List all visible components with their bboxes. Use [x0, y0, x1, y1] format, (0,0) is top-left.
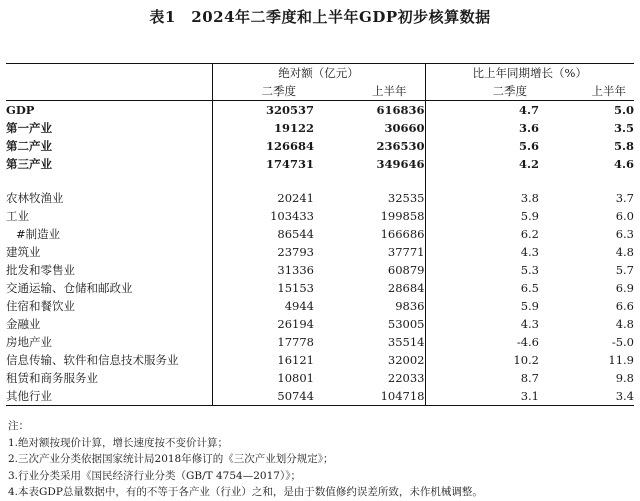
row-label: 交通运输、仓储和邮政业	[6, 279, 212, 297]
h1-absolute-value: 30660	[314, 119, 425, 137]
q2-absolute-value: 320537	[265, 103, 314, 117]
h1-absolute-value: 28684	[314, 279, 425, 297]
row-label: 第三产业	[6, 155, 212, 173]
table-row	[6, 155, 634, 173]
q2-absolute-value: 26194	[277, 317, 314, 331]
notes-heading: 注：	[8, 420, 29, 432]
h1-growth-value: 6.6	[615, 299, 634, 313]
h1-absolute-value: 199858	[314, 207, 425, 225]
spacer-cell	[314, 173, 425, 189]
h1-absolute-value: 32002	[314, 351, 425, 369]
table-row	[6, 243, 634, 261]
h1-absolute-value: 166686	[314, 225, 425, 243]
spacer-row	[6, 173, 634, 189]
row-label: 建筑业	[6, 243, 212, 261]
h1-growth-value: 9.8	[615, 371, 634, 385]
q2-absolute-value: 19122	[273, 121, 314, 135]
header-q2-absolute: 二季度	[212, 82, 314, 101]
table-row	[6, 387, 634, 406]
note-line: 4.本表GDP总量数据中，有的不等于各产业（行业）之和，是由于数值修约误差所致，未作机械调整。	[8, 486, 483, 499]
row-label: #制造业	[6, 225, 212, 243]
h1-growth-value: 6.0	[615, 209, 634, 223]
header-absolute-group: 绝对额（亿元）	[212, 64, 425, 83]
q2-absolute-value: 174731	[265, 157, 314, 171]
q2-growth-value: 8.7	[520, 371, 539, 385]
q2-absolute-value: 23793	[277, 245, 314, 259]
h1-growth-value: 4.8	[615, 317, 634, 331]
q2-growth-value: 3.8	[520, 191, 539, 205]
q2-absolute-value: 50744	[212, 387, 314, 406]
spacer-cell	[425, 173, 539, 189]
h1-growth-value: 6.9	[615, 281, 634, 295]
table-row	[6, 225, 634, 243]
row-label: GDP	[6, 101, 212, 120]
h1-growth-value: 3.4	[539, 387, 634, 406]
h1-absolute-value: 616836	[314, 101, 425, 120]
table-title: 表1 2024年二季度和上半年GDP初步核算数据	[149, 8, 491, 26]
h1-absolute-value: 104718	[314, 387, 425, 406]
note-line: 2.三次产业分类依据国家统计局2018年修订的《三次产业划分规定》；	[8, 453, 334, 466]
h1-growth-value: 5.0	[613, 103, 634, 117]
spacer-cell	[6, 173, 212, 189]
row-label: 农林牧渔业	[6, 189, 212, 207]
h1-absolute-value: 60879	[314, 261, 425, 279]
row-label: 住宿和餐饮业	[6, 297, 212, 315]
h1-growth-value: 11.9	[608, 353, 634, 367]
row-label: 工业	[6, 207, 212, 225]
table-row	[6, 137, 634, 155]
table-row	[6, 101, 634, 120]
h1-absolute-value: 37771	[314, 243, 425, 261]
q2-growth-value: 4.2	[518, 157, 539, 171]
q2-absolute-value: 86544	[277, 227, 314, 241]
q2-absolute-value: 31336	[277, 263, 314, 277]
h1-absolute-value: 35514	[314, 333, 425, 351]
table-row	[6, 119, 634, 137]
q2-absolute-value: 20241	[277, 191, 314, 205]
q2-growth-value: 4.7	[518, 103, 539, 117]
q2-growth-value: 5.3	[520, 263, 539, 277]
h1-absolute-value: 32535	[314, 189, 425, 207]
q2-absolute-value: 4944	[284, 299, 314, 313]
q2-absolute-value: 15153	[277, 281, 314, 295]
header-row-groups	[6, 64, 634, 83]
header-h1-growth: 上半年	[539, 82, 634, 101]
h1-absolute-value: 236530	[314, 137, 425, 155]
header-row-periods	[6, 82, 634, 101]
q2-growth-value: 3.6	[518, 121, 539, 135]
q2-growth-value: 4.3	[520, 245, 539, 259]
row-label: 第二产业	[6, 137, 212, 155]
q2-absolute-value: 10801	[277, 371, 314, 385]
q2-growth-value: 5.6	[518, 139, 539, 153]
q2-absolute-value: 16121	[277, 353, 314, 367]
h1-growth-value: 3.5	[613, 121, 634, 135]
q2-growth-value: 3.1	[425, 387, 539, 406]
note-line: 3.行业分类采用《国民经济行业分类（GB/T 4754—2017）》；	[8, 469, 301, 482]
note-line: 1.绝对额按现价计算，增长速度按不变价计算；	[8, 436, 229, 449]
table-row	[6, 297, 634, 315]
q2-growth-value: 6.2	[520, 227, 539, 241]
h1-absolute-value: 349646	[314, 155, 425, 173]
row-label: 第一产业	[6, 119, 212, 137]
table-row	[6, 207, 634, 225]
row-label: 租赁和商务服务业	[6, 369, 212, 387]
spacer-cell	[539, 173, 634, 189]
row-label: 金融业	[6, 315, 212, 333]
notes-section	[8, 418, 634, 501]
row-label: 信息传输、软件和信息技术服务业	[6, 351, 212, 369]
table-row	[6, 189, 634, 207]
h1-growth-value: 5.8	[613, 139, 634, 153]
q2-absolute-value: 17778	[277, 335, 314, 349]
h1-absolute-value: 9836	[314, 297, 425, 315]
header-growth-group: 比上年同期增长（%）	[425, 64, 634, 83]
h1-absolute-value: 22033	[314, 369, 425, 387]
h1-growth-value: 4.6	[613, 157, 634, 171]
table-row	[6, 315, 634, 333]
q2-absolute-value: 103433	[270, 209, 314, 223]
table-row	[6, 351, 634, 369]
h1-growth-value: 4.8	[615, 245, 634, 259]
row-label: 其他行业	[6, 387, 212, 406]
table-row	[6, 261, 634, 279]
header-h1-absolute: 上半年	[314, 82, 425, 101]
table-row	[6, 333, 634, 351]
q2-growth-value: -4.6	[516, 335, 539, 349]
h1-growth-value: 5.7	[615, 263, 634, 277]
gdp-table	[6, 63, 634, 406]
q2-growth-value: 5.9	[520, 299, 539, 313]
q2-growth-value: 6.5	[520, 281, 539, 295]
h1-growth-value: 3.7	[615, 191, 634, 205]
row-label: 房地产业	[6, 333, 212, 351]
h1-absolute-value: 53005	[314, 315, 425, 333]
row-label: 批发和零售业	[6, 261, 212, 279]
header-q2-growth: 二季度	[425, 82, 539, 101]
h1-growth-value: 6.3	[615, 227, 634, 241]
table-row	[6, 369, 634, 387]
spacer-cell	[212, 173, 314, 189]
header-corner-lower	[6, 82, 212, 101]
q2-growth-value: 10.2	[513, 353, 539, 367]
q2-absolute-value: 126684	[265, 139, 314, 153]
h1-growth-value: -5.0	[611, 335, 634, 349]
q2-growth-value: 4.3	[520, 317, 539, 331]
header-corner	[6, 64, 212, 83]
table-row	[6, 279, 634, 297]
q2-growth-value: 5.9	[520, 209, 539, 223]
